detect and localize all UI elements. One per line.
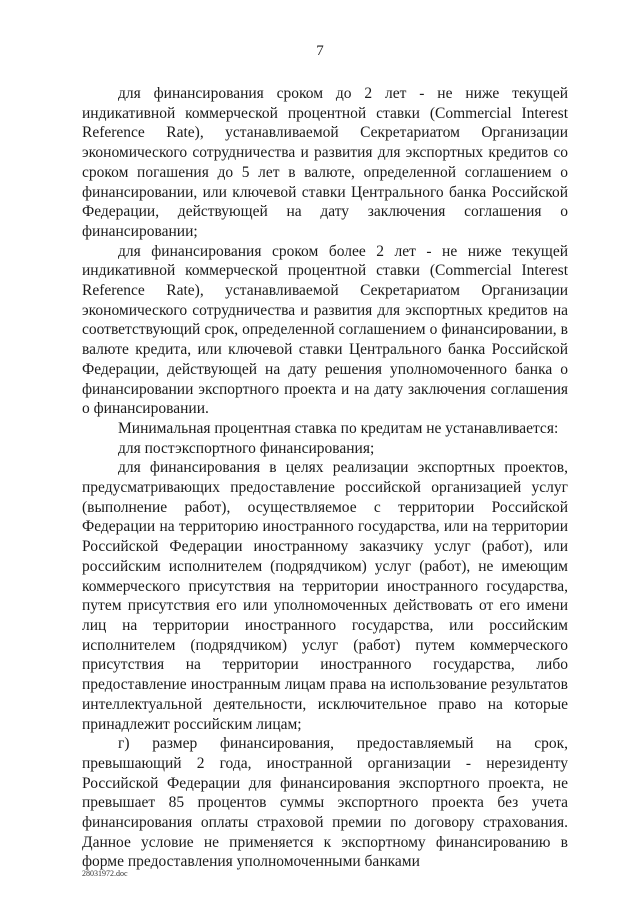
footer-filename: 28031972.doc — [82, 869, 128, 878]
paragraph-item-g-financing-size: г) размер финансирования, предоставляемый на срок, превышающий 2 года, иностранной организации - нерезиденту Российской Федерации для финансирования экспортного проекта, не превышает 85 процентов суммы экспортного проекта без учета финансирования оплаты страховой премии по договору страхования. Данное условие не применяется к экспортному финансированию в форме предоставления уполномоченными банками — [82, 735, 568, 871]
paragraph-rate-up-to-2-years: для финансирования сроком до 2 лет - не ниже текущей индикативной коммерческой процентной ставки (Commercial Interest Reference Rate), устанавливаемой Секретариатом Организации экономического сотрудничества и развития для экспортных кредитов со сроком погашения до 5 лет в валюте, определенной соглашением о финансировании, или ключевой ставки Центрального банка Российской Федерации, действующей на дату заключения соглашения о финансировании; — [82, 85, 568, 240]
document-body — [82, 84, 568, 872]
paragraph-post-export-financing: для постэкспортного финансирования; — [118, 439, 375, 457]
paragraph-minimum-rate-not-set: Минимальная процентная ставка по кредитам не устанавливается: — [118, 419, 559, 437]
paragraph-services-export-projects: для финансирования в целях реализации экспортных проектов, предусматривающих предоставление российской организацией услуг (выполнение работ), осуществляемое с территории Российской Федерации на территорию иностранного государства, или на территории Российской Федерации иностранному заказчику услуг (работ), или российским исполнителем (подрядчиком) услуг (работ), не имеющим коммерческого присутствия на территории иностранного государства, путем присутствия его или уполномоченных действовать от его имени лиц на территории иностранного государства, или российским исполнителем (подрядчиком) услуг (работ) путем коммерческого присутствия на территории иностранного государства, либо предоставление иностранным лицам права на использование результатов интеллектуальной деятельности, исключительное право на которые принадлежит российским лицам; — [82, 459, 568, 733]
page-number: 7 — [316, 43, 324, 59]
paragraph-rate-over-2-years: для финансирования сроком более 2 лет - не ниже текущей индикативной коммерческой процентной ставки (Commercial Interest Reference Rate), устанавливаемой Секретариатом Организации экономического сотрудничества и развития для экспортных кредитов на соответствующий срок, определенной соглашением о финансировании, в валюте кредита, или ключевой ставки Центрального банка Российской Федерации, действующей на дату решения уполномоченного банка о финансировании экспортного проекта и на дату заключения соглашения о финансировании. — [82, 242, 568, 418]
